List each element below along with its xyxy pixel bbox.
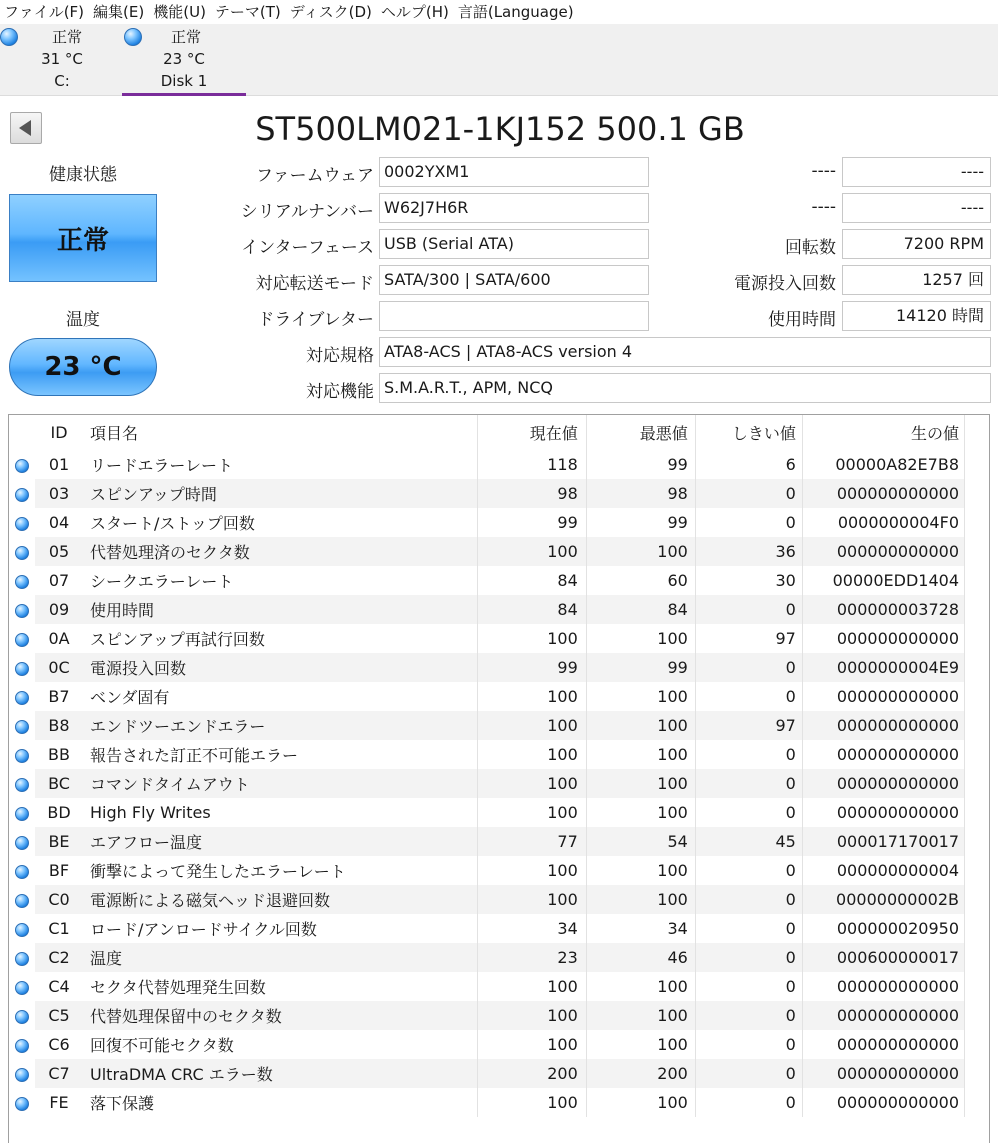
row-id: C0 [35,885,83,914]
row-worst: 100 [586,537,695,566]
row-worst: 99 [586,653,695,682]
power-on-hours-value: 14120 時間 [842,301,991,331]
row-current: 200 [477,1059,586,1088]
row-name: UltraDMA CRC エラー数 [83,1059,477,1088]
menu-bar [0,0,998,24]
row-current: 100 [477,740,586,769]
row-worst: 46 [586,943,695,972]
status-lamp-icon [15,923,29,937]
row-worst: 100 [586,856,695,885]
row-id: C7 [35,1059,83,1088]
row-current: 84 [477,595,586,624]
power-on-hours-label: 使用時間 [768,310,836,330]
power-on-count-value: 1257 回 [842,265,991,295]
status-lamp-icon [15,1010,29,1024]
row-id: C2 [35,943,83,972]
table-row[interactable] [9,537,965,566]
row-threshold: 0 [695,943,802,972]
menu-file[interactable]: ファイル(F) [4,3,85,21]
serial-value: W62J7H6R [379,193,649,223]
arrow-left-icon [19,120,31,136]
row-current: 99 [477,508,586,537]
row-current: 100 [477,682,586,711]
disk-tab-bar [0,24,998,96]
row-id: C1 [35,914,83,943]
transfer-mode-value: SATA/300 | SATA/600 [379,265,649,295]
row-id: FE [35,1088,83,1117]
drive-letter-label: ドライブレター [257,310,374,330]
row-name: コマンドタイムアウト [83,769,477,798]
row-name: スタート/ストップ回数 [83,508,477,537]
menu-function[interactable]: 機能(U) [153,3,206,21]
row-raw: 0000000004E9 [802,653,964,682]
row-name: セクタ代替処理発生回数 [83,972,477,1001]
row-threshold: 97 [695,624,802,653]
disk-temp: 31 °C [41,50,83,68]
row-threshold: 0 [695,508,802,537]
row-threshold: 36 [695,537,802,566]
previous-disk-button[interactable] [10,112,42,144]
row-name: 衝撃によって発生したエラーレート [83,856,477,885]
firmware-value: 0002YXM1 [379,157,649,187]
header-id[interactable]: ID [50,423,68,442]
row-id: 07 [35,566,83,595]
row-raw: 000000003728 [802,595,964,624]
disk-temp: 23 °C [163,50,205,68]
row-worst: 100 [586,1030,695,1059]
disk-title: ST500LM021-1KJ152 500.1 GB [255,110,745,148]
row-status-lamp [9,1001,35,1030]
table-row[interactable] [9,1088,965,1117]
row-threshold: 0 [695,1088,802,1117]
row-threshold: 0 [695,769,802,798]
row-worst: 200 [586,1059,695,1088]
row-name: ベンダ固有 [83,682,477,711]
table-header-row [9,415,965,450]
row-status-lamp [9,653,35,682]
row-current: 100 [477,537,586,566]
row-threshold: 0 [695,856,802,885]
row-raw: 000000000000 [802,711,964,740]
row-threshold: 0 [695,740,802,769]
row-current: 118 [477,450,586,479]
interface-value: USB (Serial ATA) [379,229,649,259]
row-status-lamp [9,914,35,943]
row-current: 100 [477,885,586,914]
header-current[interactable]: 現在値 [477,415,586,450]
row-status-lamp [9,856,35,885]
status-lamp-icon [15,1039,29,1053]
row-worst: 84 [586,595,695,624]
row-current: 98 [477,479,586,508]
row-threshold: 0 [695,479,802,508]
serial-label: シリアルナンバー [240,202,374,222]
header-lamp [9,415,35,450]
row-status-lamp [9,450,35,479]
status-lamp-icon [15,894,29,908]
header-name[interactable]: 項目名 [83,415,477,450]
row-worst: 100 [586,769,695,798]
row-status-lamp [9,508,35,537]
row-status-lamp [9,1088,35,1117]
row-status-lamp [9,885,35,914]
row-threshold: 0 [695,1059,802,1088]
row-worst: 100 [586,1001,695,1030]
row-status-lamp [9,682,35,711]
row-worst: 54 [586,827,695,856]
disk-name: Disk 1 [160,72,208,90]
table-row[interactable] [9,653,965,682]
row-name: スピンアップ時間 [83,479,477,508]
row-current: 99 [477,653,586,682]
row-status-lamp [9,595,35,624]
row-name: High Fly Writes [83,798,477,827]
row-current: 84 [477,566,586,595]
row-raw: 000017170017 [802,827,964,856]
table-row[interactable] [9,827,965,856]
standard-value: ATA8-ACS | ATA8-ACS version 4 [379,337,991,367]
row-raw: 000000000000 [802,798,964,827]
row-id: C6 [35,1030,83,1059]
row-current: 100 [477,798,586,827]
row-raw: 000000000000 [802,1088,964,1117]
header-raw[interactable]: 生の値 [802,415,964,450]
row-status-lamp [9,740,35,769]
menu-theme[interactable]: テーマ(T) [214,3,281,21]
row-raw: 0000000004F0 [802,508,964,537]
row-status-lamp [9,537,35,566]
rotation-label: 回転数 [785,238,836,258]
status-lamp-icon [15,720,29,734]
firmware-label: ファームウェア [256,166,374,186]
row-worst: 100 [586,1088,695,1117]
health-status-button[interactable]: 正常 [9,194,157,282]
status-lamp-icon [15,575,29,589]
row-current: 34 [477,914,586,943]
table-row[interactable] [9,624,965,653]
row-id: B7 [35,682,83,711]
status-lamp-icon [15,459,29,473]
status-lamp-icon [15,662,29,676]
status-lamp-icon [15,749,29,763]
row-raw: 000000000000 [802,1030,964,1059]
row-id: 03 [35,479,83,508]
row-raw: 000000000000 [802,769,964,798]
row-current: 100 [477,624,586,653]
table-row[interactable] [9,856,965,885]
status-lamp-icon [15,807,29,821]
row-name: ロード/アンロードサイクル回数 [83,914,477,943]
row-id: 09 [35,595,83,624]
row-raw: 00000000002B [802,885,964,914]
row-current: 23 [477,943,586,972]
row-raw: 000000000000 [802,1059,964,1088]
row-worst: 100 [586,711,695,740]
smart-table [9,415,965,1117]
row-worst: 34 [586,914,695,943]
row-worst: 98 [586,479,695,508]
row-id: 0C [35,653,83,682]
row-status-lamp [9,1059,35,1088]
status-lamp-icon [15,546,29,560]
standard-label: 対応規格 [306,346,374,366]
table-row[interactable] [9,566,965,595]
row-threshold: 0 [695,653,802,682]
row-name: 温度 [83,943,477,972]
row-name: 代替処理保留中のセクタ数 [83,1001,477,1030]
row-name: エンドツーエンドエラー [83,711,477,740]
row-name: 電源投入回数 [83,653,477,682]
disk-status: 正常 [51,28,82,46]
row-threshold: 0 [695,1001,802,1030]
row-id: BE [35,827,83,856]
row-raw: 000000000000 [802,624,964,653]
table-row[interactable] [9,914,965,943]
row-name: 電源断による磁気ヘッド退避回数 [83,885,477,914]
disk-tab-disk1[interactable] [122,24,246,96]
row-id: 04 [35,508,83,537]
status-lamp-icon [15,488,29,502]
table-row[interactable] [9,798,965,827]
row-raw: 000000020950 [802,914,964,943]
row-current: 100 [477,1001,586,1030]
row-worst: 99 [586,450,695,479]
row-current: 100 [477,1030,586,1059]
unknown-label-2: ---- [811,197,836,217]
row-id: C4 [35,972,83,1001]
table-row[interactable] [9,1030,965,1059]
row-current: 100 [477,972,586,1001]
table-row[interactable] [9,479,965,508]
status-lamp-icon [15,633,29,647]
menu-help[interactable]: ヘルプ(H) [380,3,449,21]
row-name: シークエラーレート [83,566,477,595]
row-status-lamp [9,827,35,856]
row-status-lamp [9,1030,35,1059]
row-name: 使用時間 [83,595,477,624]
menu-disk[interactable]: ディスク(D) [289,3,372,21]
row-name: 回復不可能セクタ数 [83,1030,477,1059]
row-worst: 100 [586,885,695,914]
table-row[interactable] [9,450,965,479]
row-raw: 000600000017 [802,943,964,972]
row-current: 77 [477,827,586,856]
row-worst: 99 [586,508,695,537]
table-row[interactable] [9,595,965,624]
row-current: 100 [477,769,586,798]
features-value: S.M.A.R.T., APM, NCQ [379,373,991,403]
status-lamp-icon [15,1068,29,1082]
table-row[interactable] [9,972,965,1001]
row-id: C5 [35,1001,83,1030]
row-worst: 100 [586,682,695,711]
row-raw: 000000000000 [802,682,964,711]
status-lamp-icon [15,952,29,966]
status-lamp-icon [15,981,29,995]
power-on-count-label: 電源投入回数 [734,274,836,294]
row-raw: 000000000000 [802,1001,964,1030]
unknown-value-1: ---- [842,157,991,187]
drive-letter-value [379,301,649,331]
temperature-button[interactable]: 23 °C [9,338,157,396]
unknown-label-1: ---- [811,161,836,181]
temperature-label: 温度 [66,310,100,330]
table-row[interactable] [9,1001,965,1030]
row-status-lamp [9,479,35,508]
disk-status: 正常 [170,28,201,46]
row-threshold: 0 [695,914,802,943]
row-threshold: 0 [695,972,802,1001]
header-threshold[interactable]: しきい値 [695,415,802,450]
row-id: 0A [35,624,83,653]
table-row[interactable] [9,885,965,914]
row-status-lamp [9,711,35,740]
smart-table-panel[interactable] [8,414,990,1143]
row-threshold: 45 [695,827,802,856]
row-status-lamp [9,769,35,798]
status-lamp-icon [15,691,29,705]
row-threshold: 0 [695,1030,802,1059]
row-threshold: 0 [695,595,802,624]
menu-language[interactable]: 言語(Language) [457,3,574,21]
row-name: リードエラーレート [83,450,477,479]
row-id: 01 [35,450,83,479]
row-status-lamp [9,943,35,972]
row-raw: 000000000004 [802,856,964,885]
table-row[interactable] [9,711,965,740]
row-status-lamp [9,566,35,595]
row-threshold: 6 [695,450,802,479]
row-worst: 100 [586,624,695,653]
features-label: 対応機能 [306,382,374,402]
table-row[interactable] [9,682,965,711]
row-id: BB [35,740,83,769]
table-row[interactable] [9,1059,965,1088]
disk-tab-c[interactable] [0,24,124,96]
row-worst: 100 [586,798,695,827]
row-id: BC [35,769,83,798]
status-lamp-icon [15,517,29,531]
menu-edit[interactable]: 編集(E) [93,3,145,21]
row-name: 代替処理済のセクタ数 [83,537,477,566]
row-status-lamp [9,624,35,653]
row-threshold: 0 [695,885,802,914]
table-row[interactable] [9,769,965,798]
row-threshold: 0 [695,798,802,827]
transfer-mode-label: 対応転送モード [255,274,374,294]
health-label: 健康状態 [49,165,117,185]
row-threshold: 97 [695,711,802,740]
disk-name: C: [54,72,70,90]
status-lamp-icon [124,28,142,46]
row-current: 100 [477,856,586,885]
row-worst: 60 [586,566,695,595]
row-id: 05 [35,537,83,566]
row-current: 100 [477,711,586,740]
unknown-value-2: ---- [842,193,991,223]
row-threshold: 0 [695,682,802,711]
status-lamp-icon [15,778,29,792]
rotation-value: 7200 RPM [842,229,991,259]
status-lamp-icon [15,836,29,850]
row-raw: 000000000000 [802,537,964,566]
row-current: 100 [477,1088,586,1117]
row-raw: 000000000000 [802,972,964,1001]
row-id: BF [35,856,83,885]
row-threshold: 30 [695,566,802,595]
row-worst: 100 [586,972,695,1001]
row-name: エアフロー温度 [83,827,477,856]
row-name: スピンアップ再試行回数 [83,624,477,653]
row-id: B8 [35,711,83,740]
row-name: 落下保護 [83,1088,477,1117]
row-id: BD [35,798,83,827]
header-worst[interactable]: 最悪値 [586,415,695,450]
row-raw: 000000000000 [802,479,964,508]
table-row[interactable] [9,740,965,769]
row-raw: 00000EDD1404 [802,566,964,595]
status-lamp-icon [15,604,29,618]
table-row[interactable] [9,943,965,972]
row-status-lamp [9,798,35,827]
interface-label: インターフェース [241,238,374,258]
row-name: 報告された訂正不可能エラー [83,740,477,769]
row-raw: 000000000000 [802,740,964,769]
status-lamp-icon [15,865,29,879]
row-status-lamp [9,972,35,1001]
row-worst: 100 [586,740,695,769]
status-lamp-icon [15,1097,29,1111]
row-raw: 00000A82E7B8 [802,450,964,479]
table-row[interactable] [9,508,965,537]
status-lamp-icon [0,28,18,46]
